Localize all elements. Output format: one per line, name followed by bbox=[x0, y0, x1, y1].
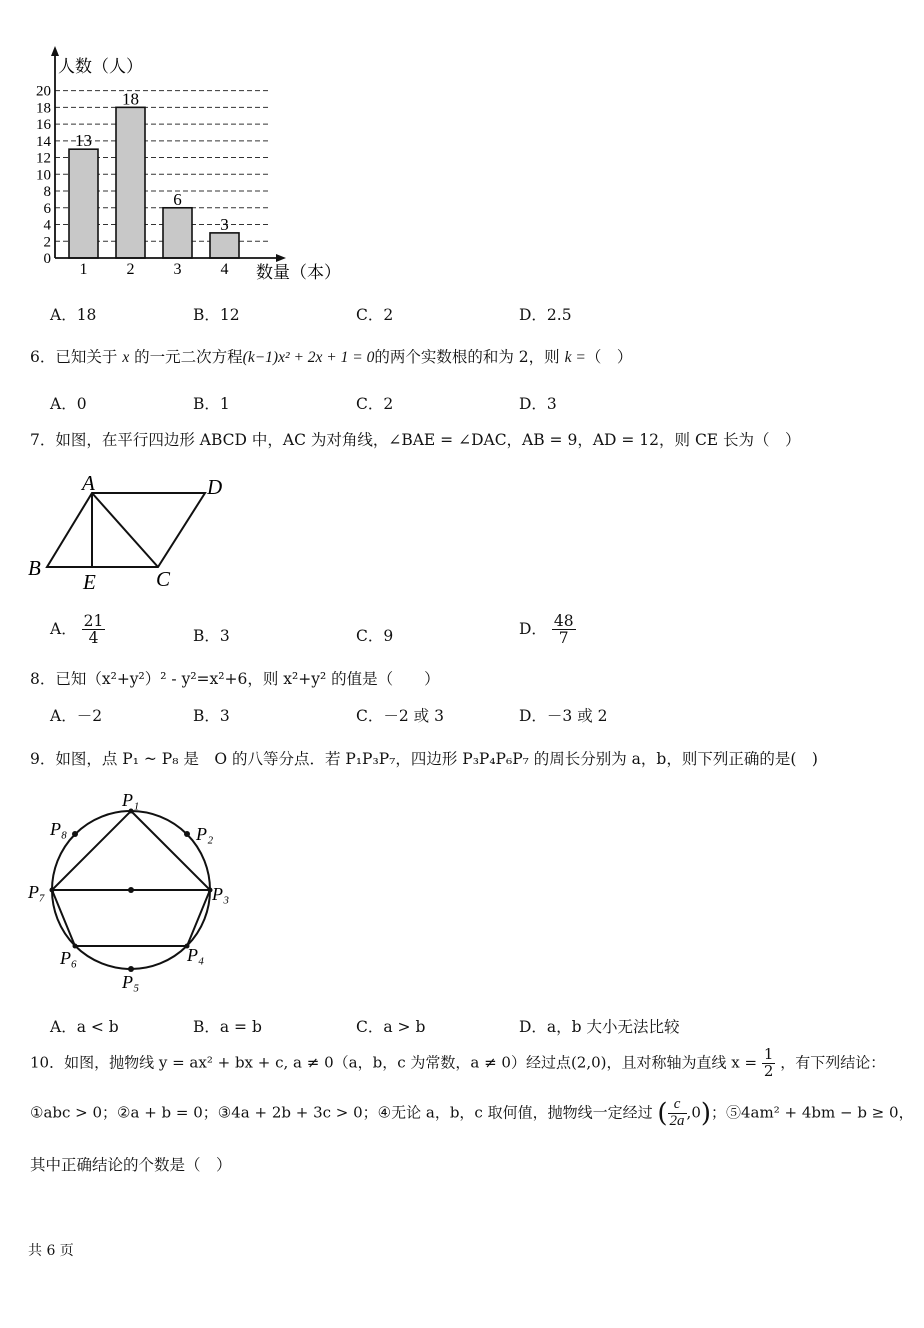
q6-stem-c: 的两个实数根的和为 2，则 bbox=[374, 348, 560, 366]
q9-stem: 9．如图，点 P₁ ~ P₈ 是 O 的八等分点．若 P₁P₃P₇，四边形 P₃P₄P₆P₇ 的周长分别为 a，b，则下列正确的是( ) bbox=[30, 750, 818, 768]
q8-option-d[interactable]: D．－3 或 2 bbox=[519, 707, 608, 725]
x-tick-label: 1 bbox=[79, 261, 88, 278]
q10-line-3: 其中正确结论的个数是（ ） bbox=[30, 1156, 232, 1174]
q7-option-b[interactable]: B．3 bbox=[193, 627, 230, 645]
q6-stem-a: 6．已知关于 bbox=[30, 348, 118, 366]
q5-option-a[interactable]: A．18 bbox=[50, 306, 97, 324]
bar bbox=[163, 208, 192, 258]
y-tick-label: 20 bbox=[36, 83, 51, 100]
q7-label-d: D bbox=[207, 475, 223, 499]
q6-k: k = bbox=[564, 349, 586, 366]
q7-option-a[interactable] bbox=[50, 613, 105, 647]
q8-option-c[interactable]: C．－2 或 3 bbox=[356, 707, 444, 725]
q10-point-fraction bbox=[668, 1097, 687, 1130]
q9-option-a[interactable]: A．a < b bbox=[50, 1018, 119, 1036]
q10-axis-numerator: 1 bbox=[763, 1045, 774, 1063]
q6-option-b[interactable]: B．1 bbox=[193, 395, 230, 413]
q5-option-b[interactable]: B．12 bbox=[193, 306, 240, 324]
q10-axis-denominator: 2 bbox=[763, 1061, 774, 1080]
y-tick-label: 14 bbox=[36, 133, 51, 150]
q10-point-denominator: 2a bbox=[669, 1112, 685, 1129]
q7-label-b: B bbox=[28, 556, 41, 580]
y-tick-label: 16 bbox=[36, 117, 51, 134]
q10-right-paren: ) bbox=[700, 1098, 712, 1129]
q6-var-x: x bbox=[122, 349, 130, 366]
q5-option-c[interactable]: C．2 bbox=[356, 306, 394, 324]
q7-option-d-prefix: D． bbox=[519, 619, 547, 638]
q9-label-p1: P₁ bbox=[122, 790, 140, 810]
q10-left-paren: ( bbox=[657, 1098, 668, 1129]
q6-option-c[interactable]: C．2 bbox=[356, 395, 394, 413]
q10-point-tail: ,0 bbox=[686, 1103, 701, 1122]
q7-option-a-prefix: A． bbox=[50, 619, 77, 638]
q9-label-p5: P₅ bbox=[122, 972, 140, 992]
q9-label-p7: P₇ bbox=[28, 882, 46, 902]
bar-data-label: 18 bbox=[122, 89, 139, 109]
y-axis-arrow-icon bbox=[51, 46, 59, 56]
bar-data-label: 6 bbox=[173, 189, 182, 209]
q7-stem: 7．如图，在平行四边形 ABCD 中，AC 为对角线，∠BAE = ∠DAC，AB = 9，AD = 12，则 CE 长为（ ） bbox=[30, 431, 801, 449]
bar-data-label: 3 bbox=[220, 214, 229, 234]
y-tick-label: 4 bbox=[43, 217, 51, 234]
x-tick-label: 4 bbox=[220, 261, 229, 278]
y-axis-label: 人数（人） bbox=[58, 57, 143, 76]
q8-option-b[interactable]: B．3 bbox=[193, 707, 230, 725]
bar-data-label: 13 bbox=[75, 131, 92, 151]
q9-option-d[interactable]: D．a，b 大小无法比较 bbox=[519, 1018, 680, 1036]
q7-parallelogram-figure bbox=[20, 465, 240, 595]
q6-option-d[interactable]: D．3 bbox=[519, 395, 557, 413]
x-axis-label: 数量（本） bbox=[256, 263, 341, 282]
x-axis-arrow-icon bbox=[276, 254, 286, 262]
y-tick-label: 8 bbox=[43, 184, 51, 201]
y-tick-label: 6 bbox=[43, 200, 51, 217]
q9-label-p4: P₄ bbox=[187, 945, 205, 965]
q10-line-2-b: ；⑤4am² + 4bm − b ≥ 0， bbox=[711, 1103, 914, 1122]
bar bbox=[116, 107, 145, 258]
q7-label-a: A bbox=[82, 471, 95, 495]
q10-line-2-a: ①abc > 0；②a + b = 0；③4a + 2b + 3c > 0；④无论 a，b，c 取何值，抛物线一定经过 bbox=[30, 1103, 653, 1122]
y-tick-label: 0 bbox=[43, 251, 51, 267]
q9-option-b[interactable]: B．a = b bbox=[193, 1018, 262, 1036]
q7-option-d-fraction bbox=[552, 613, 576, 647]
q7-label-e: E bbox=[83, 570, 96, 594]
chart-bars bbox=[69, 89, 239, 258]
q7-option-c[interactable]: C．9 bbox=[356, 627, 394, 645]
q7-option-d-denominator: 7 bbox=[558, 629, 569, 648]
q7-option-a-fraction bbox=[82, 613, 106, 647]
q7-option-d[interactable] bbox=[519, 613, 576, 647]
q9-label-p2: P₂ bbox=[196, 824, 214, 844]
q9-circle-figure bbox=[20, 785, 250, 1000]
page-footer: 共 6 页 bbox=[28, 1243, 74, 1259]
q10-point-numerator: c bbox=[668, 1097, 687, 1114]
q6-stem-d: （ ） bbox=[585, 348, 633, 366]
q6-stem-b: 的一元二次方程 bbox=[134, 348, 243, 366]
q6-stem bbox=[30, 345, 632, 367]
y-tick-label: 10 bbox=[36, 167, 51, 184]
y-tick-label: 18 bbox=[36, 100, 51, 117]
q10-axis-fraction bbox=[762, 1047, 776, 1080]
y-tick-label: 2 bbox=[43, 234, 51, 251]
q6-equation: (k−1)x² + 2x + 1 = 0 bbox=[242, 349, 375, 366]
x-tick-label: 3 bbox=[173, 261, 182, 278]
q8-stem: 8．已知（x²+y²）² - y²=x²+6，则 x²+y² 的值是（ ） bbox=[30, 670, 440, 688]
q10-line-1-b: ，有下列结论： bbox=[780, 1053, 886, 1072]
q10-line-1-a: 10．如图，抛物线 y = ax² + bx + c, a ≠ 0（a，b，c 为常数，a ≠ 0）经过点(2,0)，且对称轴为直线 x = bbox=[30, 1053, 758, 1072]
q6-option-a[interactable]: A．0 bbox=[50, 395, 87, 413]
q9-label-p3: P₃ bbox=[212, 884, 230, 904]
q7-option-d-numerator: 48 bbox=[553, 612, 574, 630]
bar bbox=[69, 149, 98, 258]
q9-label-p8: P₈ bbox=[50, 819, 68, 839]
bar bbox=[210, 233, 239, 258]
q9-option-c[interactable]: C．a > b bbox=[356, 1018, 426, 1036]
y-tick-label: 12 bbox=[36, 150, 51, 167]
q5-option-d[interactable]: D．2.5 bbox=[519, 306, 572, 324]
q7-option-a-numerator: 21 bbox=[83, 612, 104, 630]
q9-label-p6: P₆ bbox=[60, 948, 78, 968]
x-tick-label: 2 bbox=[126, 261, 135, 278]
q7-label-c: C bbox=[156, 567, 171, 591]
q7-option-a-denominator: 4 bbox=[88, 629, 99, 648]
bar-chart bbox=[0, 40, 360, 290]
q10-line-2 bbox=[30, 1097, 914, 1130]
q8-option-a[interactable]: A．－2 bbox=[50, 707, 103, 725]
q10-line-1 bbox=[30, 1047, 885, 1080]
